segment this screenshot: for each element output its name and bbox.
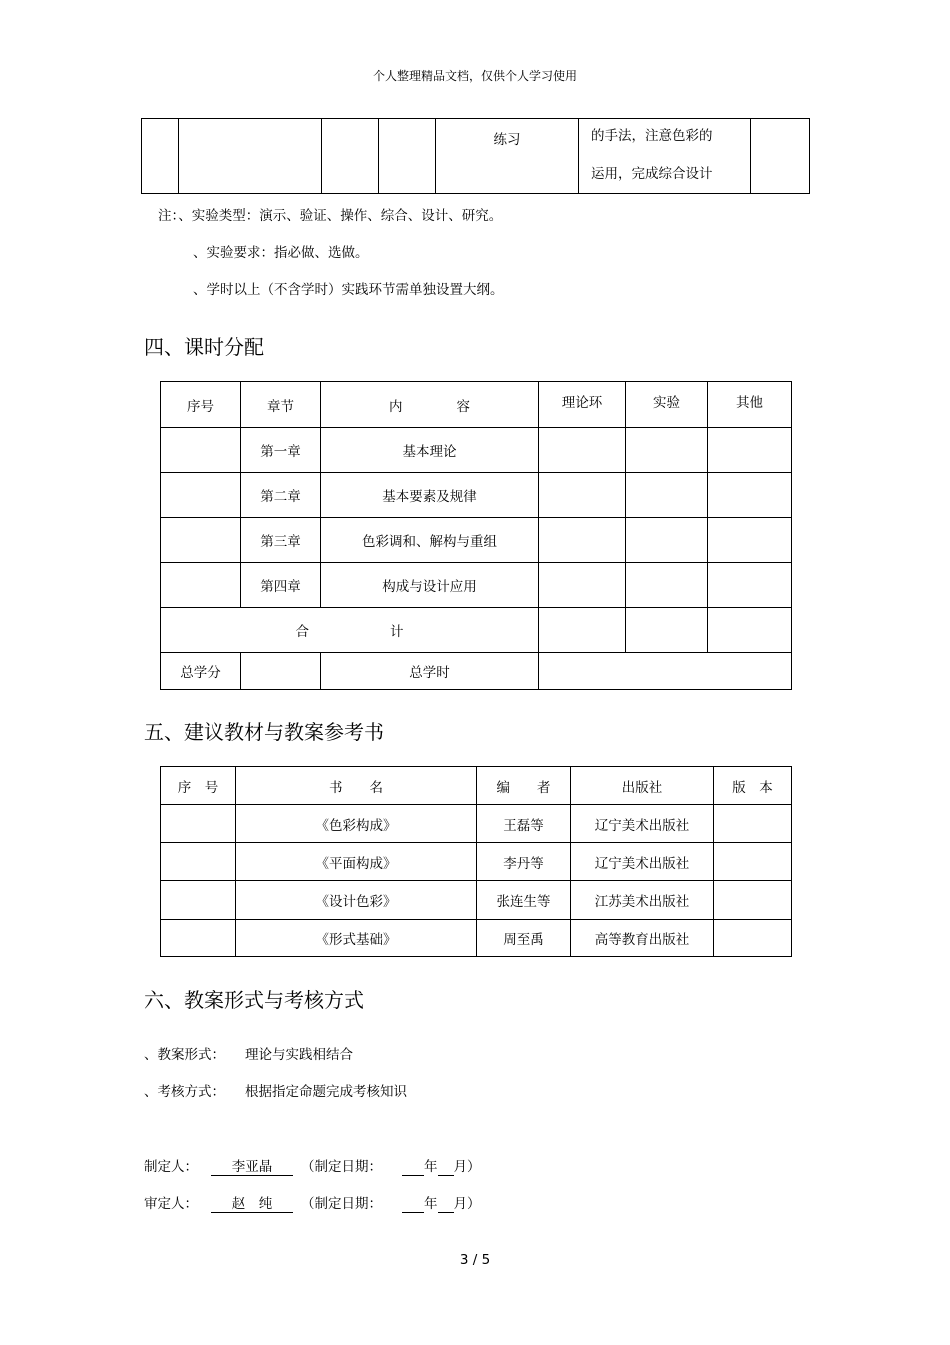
cell-book: 《色彩构成》 — [236, 805, 477, 843]
header-chapter: 章节 — [241, 382, 321, 428]
cell-theory — [539, 563, 626, 608]
maker-name: 李亚晶 — [211, 1159, 293, 1176]
cell-empty — [751, 119, 810, 194]
cell-publisher: 高等教育出版社 — [571, 920, 714, 957]
cell-other — [708, 428, 792, 473]
cell-author: 王磊等 — [477, 805, 571, 843]
cell-experiment — [626, 428, 708, 473]
month-blank — [438, 1159, 454, 1176]
header-index: 序 号 — [161, 767, 236, 805]
cell-credits-value — [241, 653, 321, 690]
reviewer-line — [144, 1192, 481, 1213]
note-line-3: 、学时以上（不含学时）实践环节需单独设置大纲。 — [193, 282, 504, 298]
page-header: 个人整理精品文档，仅供个人学习使用 — [372, 69, 577, 83]
cell-book: 《形式基础》 — [236, 920, 477, 957]
cell-chapter: 第三章 — [241, 518, 321, 563]
reviewer-label: 审定人： — [144, 1196, 198, 1212]
cell-description: 的手法，注意色彩的 运用，完成综合设计 — [579, 119, 751, 194]
header-author: 编 者 — [477, 767, 571, 805]
cell-empty — [142, 119, 179, 194]
cell-chapter: 第四章 — [241, 563, 321, 608]
table-row — [161, 518, 792, 563]
cell-edition — [714, 805, 792, 843]
section-5-title: 五、建议教材与教案参考书 — [144, 720, 384, 744]
cell-theory — [539, 428, 626, 473]
month-label: 月） — [453, 1159, 481, 1175]
cell-book: 《平面构成》 — [236, 843, 477, 881]
cell-content: 基本要素及规律 — [321, 473, 539, 518]
cell-edition — [714, 920, 792, 957]
cell-other — [708, 518, 792, 563]
cell-empty — [322, 119, 379, 194]
teaching-form-line — [144, 1043, 353, 1063]
header-title: 书 名 — [236, 767, 477, 805]
cell-empty — [379, 119, 436, 194]
maker-label: 制定人： — [144, 1159, 198, 1175]
section-4-title: 四、课时分配 — [144, 335, 264, 359]
hours-table — [160, 381, 792, 690]
cell-theory — [539, 608, 626, 653]
cell-index — [161, 881, 236, 920]
total-row — [161, 608, 792, 653]
textbook-table — [160, 766, 792, 957]
cell-hours-value — [539, 653, 792, 690]
date-open: （制定日期： — [301, 1196, 382, 1212]
cell-experiment — [626, 608, 708, 653]
assessment-label: 、考核方式： — [144, 1084, 225, 1100]
header-index: 序号 — [161, 382, 241, 428]
note-line-1: 注：、实验类型：演示、验证、操作、综合、设计、研究。 — [158, 208, 503, 224]
cell-experiment — [626, 473, 708, 518]
year-blank — [402, 1159, 424, 1176]
cell-experiment — [626, 518, 708, 563]
note-line-2: 、实验要求：指必做、选做。 — [193, 245, 369, 261]
assessment-value: 根据指定命题完成考核知识 — [245, 1084, 407, 1100]
month-label: 月） — [453, 1196, 481, 1212]
table-row — [161, 473, 792, 518]
cell-chapter: 第一章 — [241, 428, 321, 473]
month-blank — [438, 1196, 454, 1213]
reviewer-name: 赵 纯 — [211, 1196, 293, 1213]
cell-index — [161, 805, 236, 843]
cell-index — [161, 473, 241, 518]
cell-publisher: 江苏美术出版社 — [571, 881, 714, 920]
cell-empty — [179, 119, 322, 194]
cell-content: 色彩调和、解构与重组 — [321, 518, 539, 563]
cell-credits-label: 总学分 — [161, 653, 241, 690]
cell-practice: 练习 — [436, 119, 579, 194]
cell-theory — [539, 473, 626, 518]
cell-hours-label: 总学时 — [321, 653, 539, 690]
header-other: 其他 — [708, 382, 792, 428]
table-row — [161, 843, 792, 881]
cell-author: 李丹等 — [477, 843, 571, 881]
date-open: （制定日期： — [301, 1159, 382, 1175]
cell-content: 基本理论 — [321, 428, 539, 473]
header-experiment: 实验 — [626, 382, 708, 428]
cell-index — [161, 518, 241, 563]
year-label: 年 — [424, 1159, 438, 1175]
cell-edition — [714, 881, 792, 920]
cell-author: 周至禹 — [477, 920, 571, 957]
table-row — [161, 881, 792, 920]
page-number: 3 / 5 — [459, 1252, 491, 1268]
cell-publisher: 辽宁美术出版社 — [571, 805, 714, 843]
cell-index — [161, 563, 241, 608]
cell-edition — [714, 843, 792, 881]
year-label: 年 — [424, 1196, 438, 1212]
teaching-form-value: 理论与实践相结合 — [245, 1047, 353, 1063]
cell-experiment — [626, 563, 708, 608]
section-6-title: 六、教案形式与考核方式 — [144, 988, 364, 1012]
cell-index — [161, 428, 241, 473]
cell-author: 张连生等 — [477, 881, 571, 920]
cell-theory — [539, 518, 626, 563]
table-row — [161, 805, 792, 843]
assessment-line — [144, 1080, 407, 1100]
cell-other — [708, 563, 792, 608]
header-theory: 理论环 — [539, 382, 626, 428]
table-row — [161, 920, 792, 957]
cell-other — [708, 473, 792, 518]
cell-chapter: 第二章 — [241, 473, 321, 518]
table-row — [161, 428, 792, 473]
cell-publisher: 辽宁美术出版社 — [571, 843, 714, 881]
table-row — [161, 563, 792, 608]
experiment-table-continued — [141, 118, 810, 194]
cell-index — [161, 843, 236, 881]
maker-line — [144, 1155, 481, 1176]
cell-content: 构成与设计应用 — [321, 563, 539, 608]
cell-total-label: 合 计 — [161, 608, 539, 653]
header-edition: 版 本 — [714, 767, 792, 805]
cell-other — [708, 608, 792, 653]
credits-row — [161, 653, 792, 690]
header-content: 内 容 — [321, 382, 539, 428]
year-blank — [402, 1196, 424, 1213]
header-publisher: 出版社 — [571, 767, 714, 805]
teaching-form-label: 、教案形式： — [144, 1047, 225, 1063]
cell-index — [161, 920, 236, 957]
cell-book: 《设计色彩》 — [236, 881, 477, 920]
